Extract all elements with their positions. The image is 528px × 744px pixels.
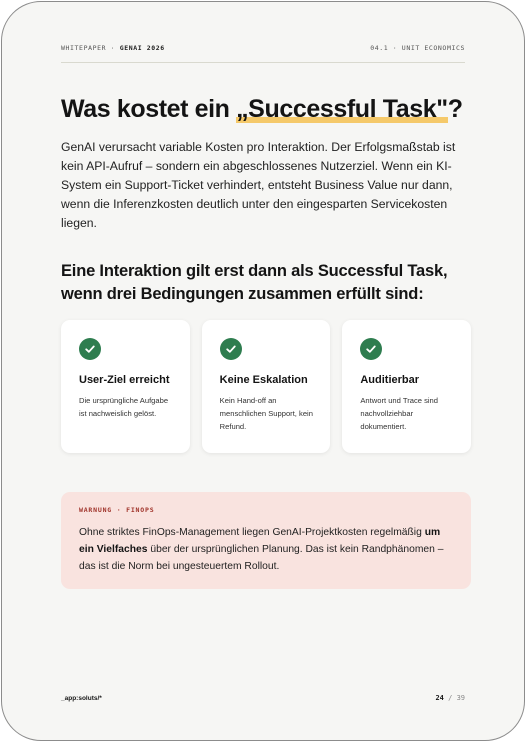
page-number bbox=[435, 694, 465, 702]
header-doc-type: WHITEPAPER · bbox=[61, 44, 116, 52]
check-circle-icon bbox=[360, 338, 382, 360]
conditions-heading: Eine Interaktion gilt erst dann als Successful Task, wenn drei Bedingungen zusammen erfüllt sind: bbox=[61, 262, 448, 303]
page-title bbox=[61, 95, 463, 124]
warning-label: WARNUNG · FINOPS bbox=[79, 506, 155, 514]
warning-text-end: über der ursprünglichen Planung. Das ist kein Randphänomen – das ist die Norm bei ungesteuertem Rollout. bbox=[79, 544, 444, 572]
warning-text-emphasis: um ein Vielfaches bbox=[79, 527, 441, 555]
condition-card-user-goal bbox=[61, 320, 190, 453]
warning-text bbox=[79, 524, 453, 575]
title-suffix: ? bbox=[447, 95, 463, 123]
page-frame bbox=[1, 1, 525, 741]
condition-card-auditable bbox=[342, 320, 471, 453]
card-title: Auditierbar bbox=[360, 374, 420, 386]
title-highlight: „Successful Task" bbox=[236, 95, 448, 123]
header-doc-title: GENAI 2026 bbox=[119, 44, 165, 52]
page-total: 39 bbox=[456, 694, 465, 702]
check-circle-icon bbox=[79, 338, 101, 360]
page-separator: / bbox=[443, 694, 457, 702]
card-title: Keine Eskalation bbox=[219, 374, 308, 386]
condition-card-no-escalation bbox=[202, 320, 331, 453]
header-left bbox=[61, 44, 165, 52]
card-title: User-Ziel erreicht bbox=[79, 374, 170, 386]
warning-text-start: Ohne striktes FinOps-Management liegen GenAI-Projektkosten regelmäßig bbox=[79, 527, 425, 538]
header-section: 04.1 · UNIT ECONOMICS bbox=[370, 44, 465, 52]
card-text: Die ursprüngliche Aufgabe ist nachweislich gelöst. bbox=[79, 396, 169, 418]
title-prefix: Was kostet ein bbox=[61, 95, 237, 123]
intro-paragraph: GenAI verursacht variable Kosten pro Interaktion. Der Erfolgsmaßstab ist kein API-Aufruf – sondern ein abgeschlossenes Nutzerziel. Wenn ein KI-System ein Support-Ticket verhindert, entsteht Business Value nur dann, wenn die Inferenzkosten deutlich unter den eingesparten Servicekosten liegen. bbox=[61, 140, 456, 230]
page-header bbox=[61, 44, 465, 63]
conditions-cards bbox=[61, 320, 471, 453]
card-text: Antwort und Trace sind nachvollziehbar dokumentiert. bbox=[360, 396, 439, 431]
footer-logo: _app:soluts/* bbox=[61, 695, 102, 702]
finops-warning-box bbox=[61, 492, 471, 589]
check-circle-icon bbox=[220, 338, 242, 360]
page-current: 24 bbox=[435, 694, 444, 702]
card-text: Kein Hand-off an menschlichen Support, kein Refund. bbox=[219, 396, 313, 431]
